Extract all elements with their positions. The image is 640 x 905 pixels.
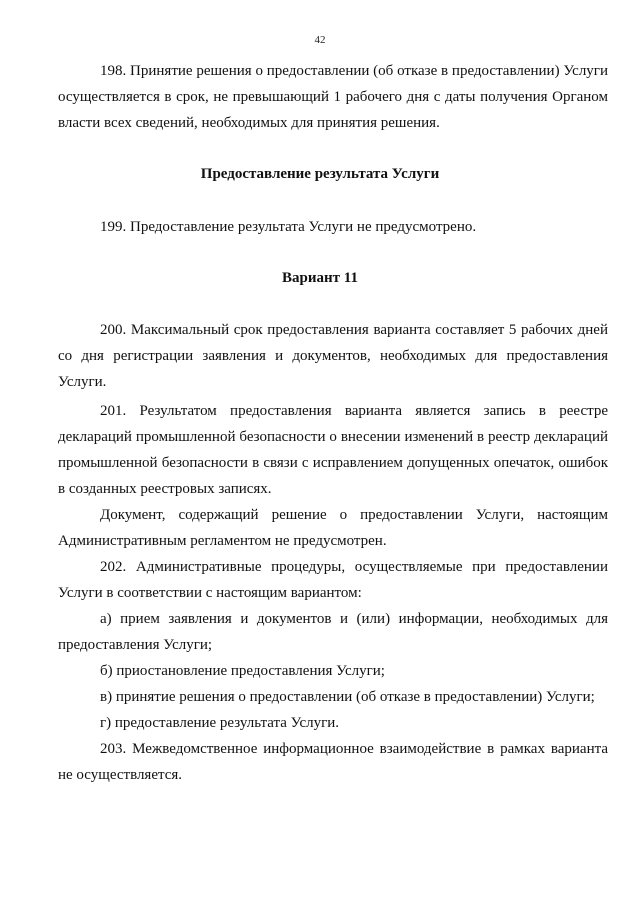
paragraph-198: 198. Принятие решения о предоставлении (об отказе в предоставлении) Услуги осуществляется в срок, не превышающий 1 рабочего дня с даты получения Органом власти всех сведений, необходимых для принятия решения. [58, 63, 608, 131]
paragraph-199: 199. Предоставление результата Услуги не предусмотрено. [100, 219, 477, 235]
list-item-202-c: в) принятие решения о предоставлении (об отказе в предоставлении) Услуги; [100, 689, 595, 705]
section-heading-result: Предоставление результата Услуги [200, 166, 440, 182]
list-item-202-d: г) предоставление результата Услуги. [100, 715, 340, 731]
list-item-202-b: б) приостановление предоставления Услуги; [100, 663, 385, 679]
paragraph-202: 202. Административные процедуры, осуществляемые при предоставлении Услуги в соответствии с настоящим вариантом: [58, 559, 608, 601]
paragraph-201: 201. Результатом предоставления варианта является запись в реестре деклараций промышленной безопасности о внесении изменений в реестр деклараций промышленной безопасности в связи с исправлением допущенных опечаток, ошибок в созданных реестровых записях. [58, 403, 608, 497]
page-number: 42 [314, 34, 326, 46]
paragraph-201-document: Документ, содержащий решение о предоставлении Услуги, настоящим Административным регламентом не предусмотрен. [58, 507, 608, 549]
paragraph-200: 200. Максимальный срок предоставления варианта составляет 5 рабочих дней со дня регистрации заявления и документов, необходимых для предоставления Услуги. [58, 322, 608, 390]
list-item-202-a: а) прием заявления и документов и (или) информации, необходимых для предоставления Услуги; [58, 611, 608, 653]
section-heading-variant: Вариант 11 [282, 270, 358, 286]
paragraph-203: 203. Межведомственное информационное взаимодействие в рамках варианта не осуществляется. [58, 741, 608, 783]
